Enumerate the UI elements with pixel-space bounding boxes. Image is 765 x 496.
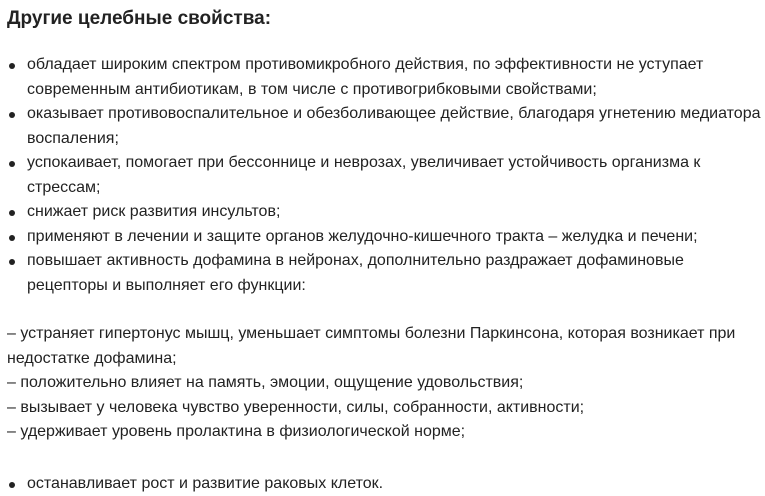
- dopamine-functions-list: [7, 322, 765, 445]
- list-item: [7, 249, 765, 298]
- list-item: [7, 53, 765, 102]
- bullet-icon: [9, 235, 15, 241]
- bullet-icon: [9, 112, 15, 118]
- list-item: [7, 102, 765, 151]
- dash-item: – положительно влияет на память, эмоции, ощущение удовольствия;: [7, 371, 765, 396]
- bullet-icon: [9, 161, 15, 167]
- bullet-icon: [9, 63, 15, 69]
- list-item-text: успокаивает, помогает при бессоннице и неврозах, увеличивает устойчивость организма к стрессам;: [27, 154, 700, 196]
- properties-list: [7, 53, 765, 298]
- bullet-icon: [9, 259, 15, 265]
- list-item: [7, 472, 765, 496]
- list-item-text: оказывает противовоспалительное и обезболивающее действие, благодаря угнетению медиатора воспаления;: [27, 105, 761, 147]
- section-heading: Другие целебные свойства:: [7, 0, 765, 31]
- list-item-text: снижает риск развития инсультов;: [27, 203, 280, 220]
- bullet-icon: [9, 210, 15, 216]
- bullet-icon: [9, 482, 15, 488]
- dash-item: – удерживает уровень пролактина в физиологической норме;: [7, 420, 765, 445]
- list-item-text: повышает активность дофамина в нейронах, дополнительно раздражает дофаминовые рецепторы и выполняет его функции:: [27, 252, 684, 294]
- list-item: [7, 200, 765, 225]
- dash-item: – вызывает у человека чувство уверенности, силы, собранности, активности;: [7, 396, 765, 421]
- list-item: [7, 151, 765, 200]
- list-item-text: останавливает рост и развитие раковых клеток.: [27, 475, 383, 492]
- list-item-text: применяют в лечении и защите органов желудочно-кишечного тракта – желудка и печени;: [27, 228, 698, 245]
- list-item-text: обладает широким спектром противомикробного действия, по эффективности не уступает современным антибиотикам, в том числе с противогрибковыми свойствами;: [27, 56, 703, 98]
- properties-list-continued: [7, 472, 765, 496]
- list-item: [7, 225, 765, 250]
- dash-item: – устраняет гипертонус мышц, уменьшает симптомы болезни Паркинсона, которая возникает при недостатке дофамина;: [7, 322, 765, 371]
